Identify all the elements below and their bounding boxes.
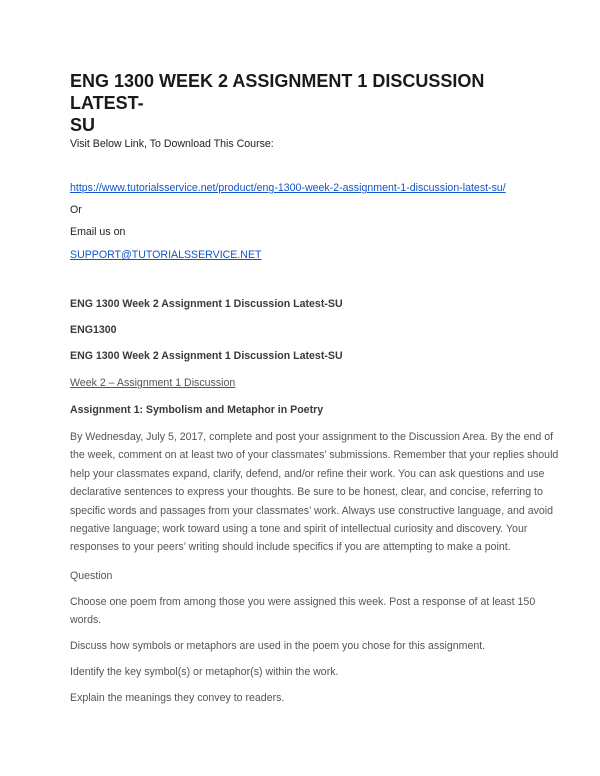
intro-line: responses to your peers’ writing should include specifics if you are attempting to make a point. bbox=[70, 541, 511, 554]
question-line: words. bbox=[70, 614, 102, 627]
course-download-link[interactable]: https://www.tutorialsservice.net/product/eng-1300-week-2-assignment-1-discussion-latest-su/ bbox=[70, 182, 506, 194]
discuss-text: Discuss how symbols or metaphors are used in the poem you chose for this assignment. bbox=[70, 640, 486, 652]
intro-line: declarative sentences to express your thoughts. Be sure to be honest, clear, and concise, referring to bbox=[70, 486, 543, 499]
or-text: Or bbox=[70, 204, 82, 216]
explain-text: Explain the meanings they convey to readers. bbox=[70, 692, 285, 704]
document-title bbox=[70, 70, 540, 136]
document-title-line-2: SU bbox=[70, 115, 96, 135]
email-label: Email us on bbox=[70, 226, 126, 238]
intro-line: specific words and passages from your classmates’ work. Always use constructive language, and avoid bbox=[70, 504, 554, 517]
week-discussion-link[interactable]: Week 2 – Assignment 1 Discussion bbox=[70, 377, 236, 389]
visit-text: Visit Below Link, To Download This Course: bbox=[70, 138, 274, 150]
assignment-title: Assignment 1: Symbolism and Metaphor in Poetry bbox=[70, 404, 324, 416]
question-line: Choose one poem from among those you were assigned this week. Post a response of at least 150 bbox=[70, 596, 536, 608]
course-code: ENG1300 bbox=[70, 324, 117, 336]
identify-text: Identify the key symbol(s) or metaphor(s) within the work. bbox=[70, 666, 339, 678]
intro-line: the week, comment on at least two of your classmates’ submissions. Remember that your replies should bbox=[70, 449, 559, 462]
intro-line: By Wednesday, July 5, 2017, complete and post your assignment to the Discussion Area. By the end of bbox=[70, 431, 554, 443]
document-title-line-1: ENG 1300 WEEK 2 ASSIGNMENT 1 DISCUSSION LATEST- bbox=[70, 71, 485, 113]
intro-paragraph bbox=[70, 428, 559, 557]
intro-line: help your classmates expand, clarify, defend, and/or refine their work. You can ask questions and use bbox=[70, 467, 545, 480]
question-label: Question bbox=[70, 570, 113, 582]
question-paragraph bbox=[70, 593, 540, 630]
heading-2: ENG 1300 Week 2 Assignment 1 Discussion Latest-SU bbox=[70, 350, 343, 362]
support-email-link[interactable]: SUPPORT@TUTORIALSSERVICE.NET bbox=[70, 249, 262, 261]
heading-1: ENG 1300 Week 2 Assignment 1 Discussion Latest-SU bbox=[70, 298, 343, 310]
intro-line: negative language; work toward using a tone and spirit of intellectual curiosity and discovery. Your bbox=[70, 523, 528, 536]
